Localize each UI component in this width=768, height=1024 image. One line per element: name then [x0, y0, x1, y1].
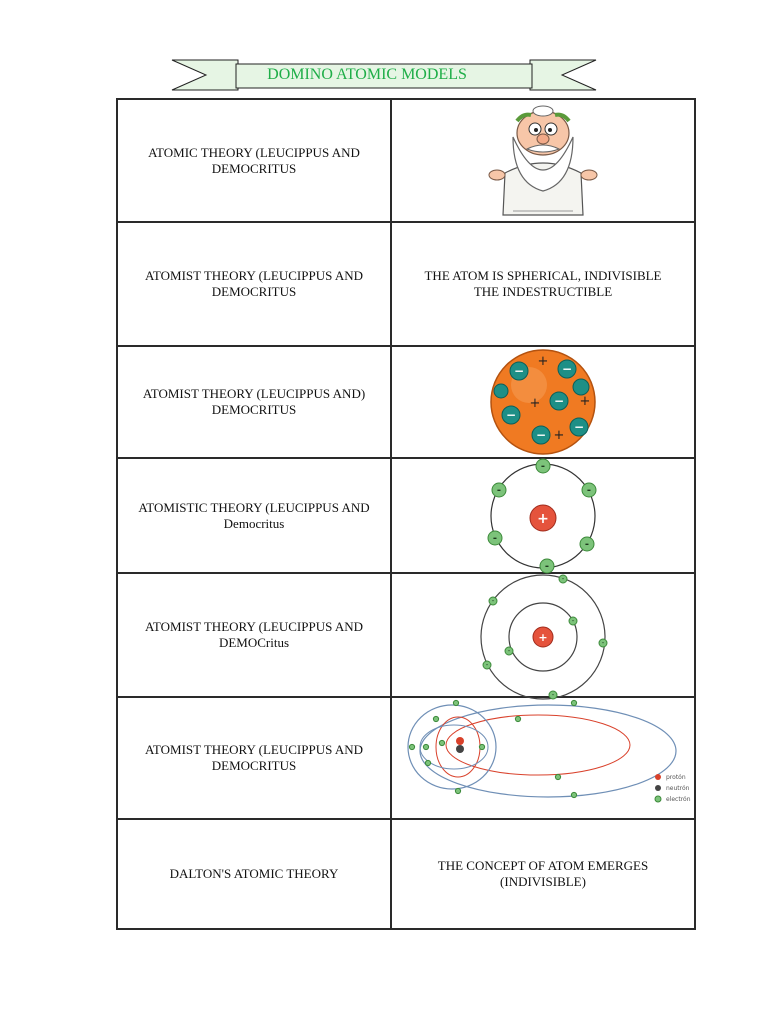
svg-text:−: − — [573, 420, 585, 434]
row-6-left-line-1: ATOMIST THEORY (LEUCIPPUS AND — [144, 742, 364, 757]
plum-pudding-model-image — [483, 347, 603, 457]
sommerfeld-model-image — [398, 699, 691, 817]
svg-text:−: − — [553, 394, 565, 408]
row-4-left-line-1: ATOMISTIC THEORY (LEUCIPPUS AND — [138, 499, 370, 515]
svg-text:+: + — [553, 428, 565, 443]
row-7-left-cell — [117, 819, 391, 929]
row-5-left-cell — [117, 573, 391, 697]
svg-text:-: - — [492, 532, 498, 544]
svg-text:-: - — [584, 538, 590, 550]
row-4-left-cell — [117, 458, 391, 573]
row-5-left-line-2: DEMOCritus — [218, 635, 290, 650]
svg-text:-: - — [507, 647, 511, 655]
svg-text:-: - — [571, 617, 575, 625]
row-3-right-cell — [391, 346, 695, 458]
row-6-right-cell — [391, 697, 695, 819]
title-banner — [172, 56, 596, 96]
table-row — [117, 346, 695, 458]
row-7-left-line-1: DALTON'S ATOMIC THEORY — [169, 866, 339, 881]
row-7-right-line-2: (INDIVISIBLE) — [500, 874, 586, 889]
row-4-left-line-2: Democritus — [223, 515, 285, 531]
bohr-model-image — [477, 575, 609, 699]
row-2-right-line-2: THE INDESTRUCTIBLE — [473, 284, 613, 299]
row-6-left-line-2: DEMOCRITUS — [211, 758, 297, 773]
svg-text:−: − — [513, 364, 525, 378]
row-3-left-cell — [117, 346, 391, 458]
svg-text:electrón: electrón — [666, 796, 691, 803]
row-4-right-cell — [391, 458, 695, 573]
domino-table — [116, 98, 696, 930]
svg-text:protón: protón — [666, 774, 686, 781]
table-row — [117, 697, 695, 819]
svg-text:-: - — [561, 575, 565, 583]
svg-text:+: + — [579, 394, 591, 409]
rutherford-model-image — [481, 460, 605, 572]
svg-text:-: - — [491, 597, 495, 605]
row-2-right-cell — [391, 222, 695, 346]
row-5-left-line-1: ATOMIST THEORY (LEUCIPPUS AND — [144, 619, 364, 634]
svg-text:-: - — [485, 661, 489, 669]
democritus-cartoon-image — [483, 103, 603, 218]
row-1-left-cell — [117, 99, 391, 222]
table-row — [117, 819, 695, 929]
svg-text:+: + — [537, 354, 549, 369]
svg-text:+: + — [537, 510, 549, 527]
page-title: DOMINO ATOMIC MODELS — [267, 66, 467, 83]
row-2-left-cell — [117, 222, 391, 346]
row-2-left-line-1: ATOMIST THEORY (LEUCIPPUS AND — [144, 268, 364, 283]
row-2-right-line-1: THE ATOM IS SPHERICAL, INDIVISIBLE — [424, 268, 662, 283]
row-1-right-cell — [391, 99, 695, 222]
svg-text:-: - — [540, 460, 546, 472]
svg-text:+: + — [529, 396, 541, 411]
svg-text:-: - — [551, 691, 555, 699]
row-3-left-line-2: DEMOCRITUS — [211, 402, 297, 417]
table-row — [117, 458, 695, 573]
row-7-right-cell — [391, 819, 695, 929]
row-5-right-cell — [391, 573, 695, 697]
svg-text:-: - — [601, 639, 605, 647]
svg-text:-: - — [496, 484, 502, 496]
row-3-left-line-1: ATOMIST THEORY (LEUCIPPUS AND) — [142, 386, 366, 401]
svg-text:-: - — [544, 560, 550, 572]
table-row — [117, 573, 695, 697]
row-1-left-line-1: ATOMIC THEORY (LEUCIPPUS AND — [148, 144, 360, 160]
row-1-left-line-2: DEMOCRITUS — [211, 160, 297, 176]
svg-text:+: + — [538, 631, 548, 644]
svg-text:-: - — [586, 484, 592, 496]
svg-text:−: − — [535, 428, 547, 442]
row-2-left-line-2: DEMOCRITUS — [211, 284, 297, 299]
table-row — [117, 222, 695, 346]
svg-text:−: − — [561, 362, 573, 376]
table-row — [117, 99, 695, 222]
svg-text:neutrón: neutrón — [666, 785, 690, 792]
row-6-left-cell — [117, 697, 391, 819]
svg-text:−: − — [505, 408, 517, 422]
row-7-right-line-1: THE CONCEPT OF ATOM EMERGES — [437, 858, 649, 873]
